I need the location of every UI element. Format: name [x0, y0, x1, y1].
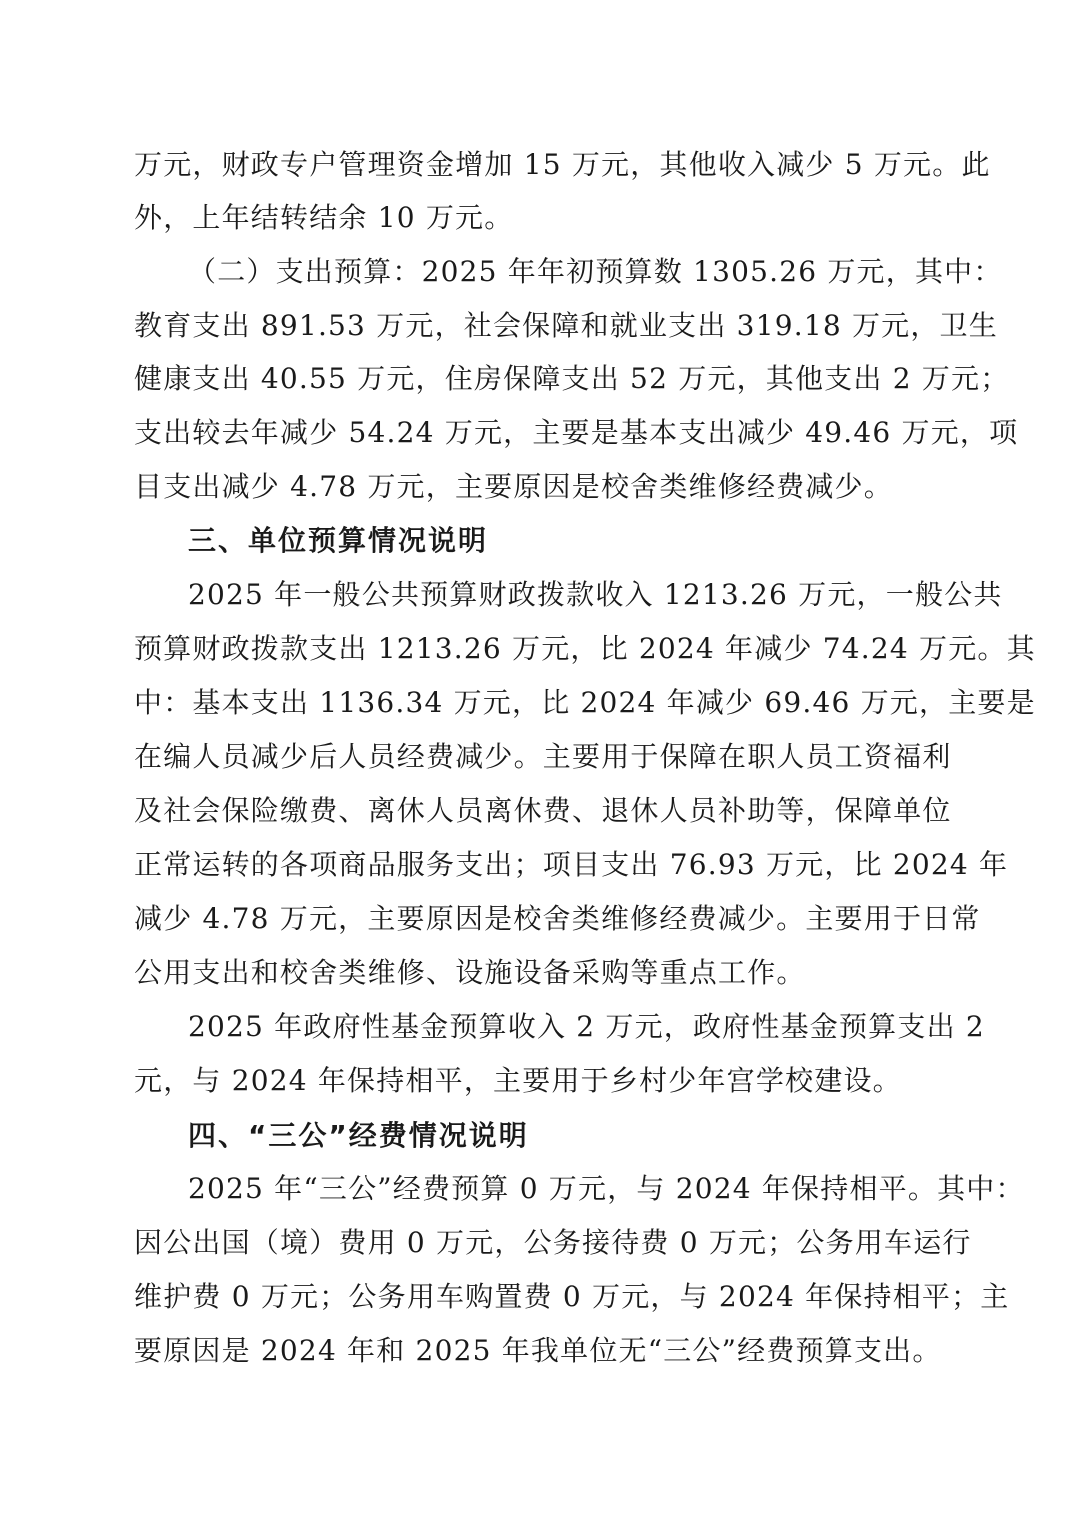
text-line: 正常运转的各项商品服务支出；项目支出 76.93 万元，比 2024 年 [134, 848, 1009, 881]
section-heading: 三、单位预算情况说明 [188, 524, 489, 557]
text-line: 支出较去年减少 54.24 万元，主要是基本支出减少 49.46 万元，项 [134, 416, 1019, 449]
text-line: 中：基本支出 1136.34 万元，比 2024 年减少 69.46 万元，主要是 [134, 686, 1036, 719]
text-line: 2025 年“三公”经费预算 0 万元，与 2024 年保持相平。其中： [188, 1172, 1025, 1205]
text-line: 预算财政拨款支出 1213.26 万元，比 2024 年减少 74.24 万元。其 [134, 632, 1036, 665]
text-line: 外，上年结转结余 10 万元。 [134, 201, 514, 234]
text-line: 万元，财政专户管理资金增加 15 万元，其他收入减少 5 万元。此 [134, 148, 991, 181]
text-line: 维护费 0 万元；公务用车购置费 0 万元，与 2024 年保持相平；主 [134, 1280, 1010, 1313]
text-line: 公用支出和校舍类维修、设施设备采购等重点工作。 [134, 956, 806, 989]
text-line: 元，与 2024 年保持相平，主要用于乡村少年宫学校建设。 [134, 1064, 902, 1097]
text-line: 要原因是 2024 年和 2025 年我单位无“三公”经费预算支出。 [134, 1334, 942, 1367]
text-line: （二）支出预算：2025 年年初预算数 1305.26 万元，其中： [188, 255, 1003, 288]
text-line: 目支出减少 4.78 万元，主要原因是校舍类维修经费减少。 [134, 470, 893, 503]
text-line: 教育支出 891.53 万元，社会保障和就业支出 319.18 万元，卫生 [134, 309, 998, 342]
text-line: 因公出国（境）费用 0 万元，公务接待费 0 万元；公务用车运行 [134, 1226, 972, 1259]
section-heading: 四、“三公”经费情况说明 [188, 1119, 529, 1152]
text-line: 减少 4.78 万元，主要原因是校舍类维修经费减少。主要用于日常 [134, 902, 981, 935]
text-line: 健康支出 40.55 万元，住房保障支出 52 万元，其他支出 2 万元； [134, 362, 1010, 395]
text-line: 2025 年政府性基金预算收入 2 万元，政府性基金预算支出 2 [188, 1010, 985, 1043]
text-line: 及社会保险缴费、离休人员离休费、退休人员补助等，保障单位 [134, 794, 952, 827]
text-line: 在编人员减少后人员经费减少。主要用于保障在职人员工资福利 [134, 740, 952, 773]
text-line: 2025 年一般公共预算财政拨款收入 1213.26 万元，一般公共 [188, 578, 1003, 611]
